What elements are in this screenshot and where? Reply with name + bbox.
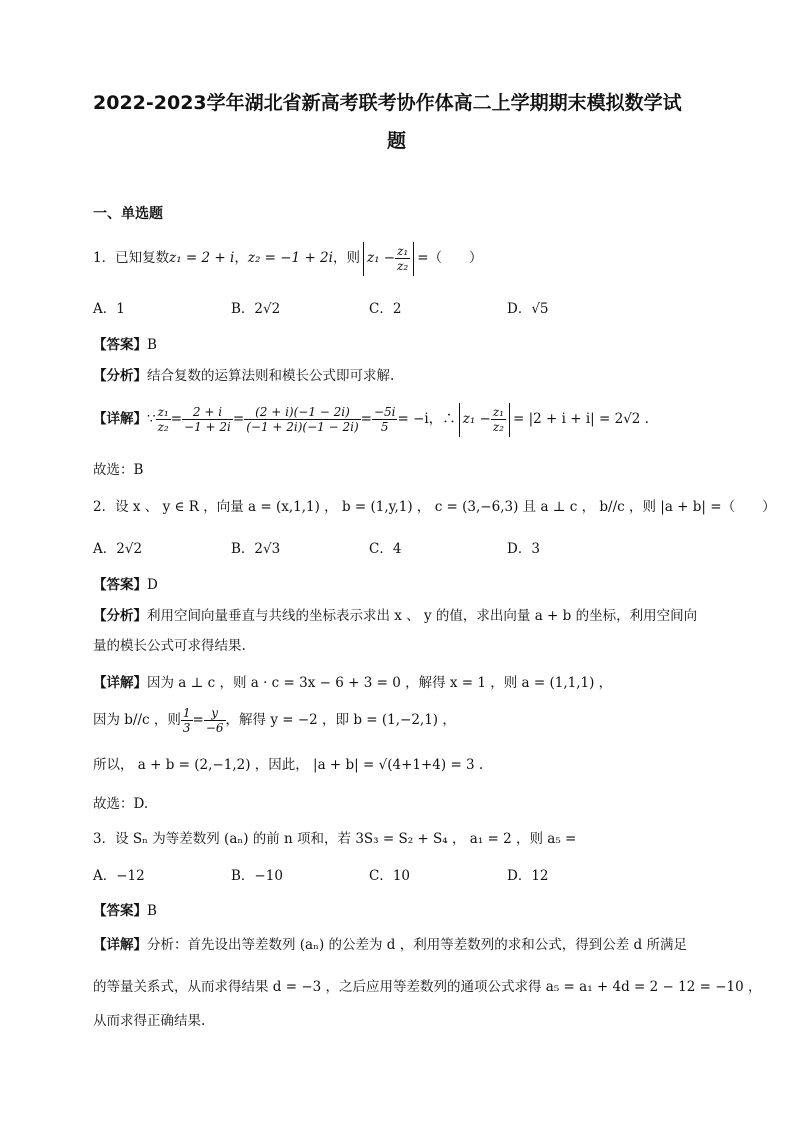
q1-option-a[interactable]: A．1 [93,301,125,317]
abs-bar-left [363,242,364,276]
q2-answer-value: D [147,577,158,593]
q2-analysis [93,604,697,624]
q3-option-c[interactable]: C．10 [369,868,411,884]
q2-stem: 2．设 x 、 y ∈ R ，向量 a = (x,1,1) ， b = (1,y,1) ， c = (3,−6,3) 且 a ⊥ c ， b//c ，则 |a + b| =（ ） [93,499,776,515]
q1-option-d[interactable]: D．√5 [507,301,549,317]
eq-2: = [232,411,245,427]
answer-label: 【答案】 [93,337,147,353]
q2-option-a[interactable]: A．2√2 [93,541,143,557]
q3-stem: 3．设 Sₙ 为等差数列 (aₙ) 的前 n 项和，若 3S₃ = S₂ + S₄ ， a₁ = 2 ，则 a₅ = [93,831,577,847]
frac-3 [244,405,360,434]
q1-detail-tail: = −i，∴ [397,411,456,427]
q1-option-c[interactable]: C．2 [369,301,402,317]
q1-fraction [395,244,410,273]
q1-sep: ， [234,250,248,266]
frac-2-num: 2 + i [182,405,233,420]
q2-answer [93,573,158,593]
q2-analysis-text: 利用空间向量垂直与共线的坐标表示求出 x 、 y 的值，求出向量 a + b 的坐标，利用空间向 [147,608,698,624]
q1-z1-inner: z₁ − [366,250,396,266]
q1-frac-den: z₂ [397,259,409,273]
frac-3-den: (−1 + 2i)(−1 − 2i) [246,420,359,434]
q1-stem-text-b: ，则 [332,250,360,266]
q2-frac-2-num: y [204,706,226,721]
q2-detail-2 [93,702,456,738]
q3-detail-1-text: 分析：首先设出等差数列 (aₙ) 的公差为 d ，利用等差数列的求和公式，得到公差 d 所满足 [147,937,687,953]
frac-5-den: z₂ [492,420,504,434]
q2-conclusion: 故选：D. [93,796,149,812]
detail-label: 【详解】 [93,675,147,691]
frac-2-den: −1 + 2i [184,420,231,434]
q2-frac-2-den: −6 [205,721,224,735]
q3-detail-2: 的等量关系式，从而求得结果 d = −3 ，之后应用等差数列的通项公式求得 a₅ = a₁ + 4d = 2 − 12 = −10 ， [93,979,762,995]
abs-bar-right [413,242,414,276]
frac-1-den: z₂ [157,420,169,434]
q2-eq: = [192,712,204,728]
q1-stem [93,240,483,276]
answer-label: 【答案】 [93,577,147,593]
frac-2 [182,405,233,434]
page-title-cont: 题 [387,130,407,152]
abs-bar-left-2 [459,403,460,437]
detail-label: 【详解】 [93,937,147,953]
q3-option-a[interactable]: A．−12 [93,868,145,884]
q3-answer [93,899,157,919]
eq-1: = [170,411,183,427]
q1-frac-num: z₁ [397,244,409,258]
q1-analysis-text: 结合复数的运算法则和模长公式即可求解. [147,368,395,384]
frac-1 [156,405,171,434]
q1-option-b[interactable]: B．2√2 [231,301,281,317]
q1-z2: z₂ = −1 + 2i [247,250,333,266]
answer-label: 【答案】 [93,903,147,919]
abs-bar-right-2 [509,403,510,437]
q1-answer-value: B [147,337,157,353]
analysis-label: 【分析】 [93,368,147,384]
frac-3-num: (2 + i)(−1 − 2i) [244,405,360,420]
q2-option-b[interactable]: B．2√3 [231,541,281,557]
eq-3: = [360,411,372,427]
q3-answer-value: B [147,903,157,919]
q1-analysis [93,364,394,384]
q1-detail-end: = |2 + i + i| = 2√2 . [513,411,649,427]
q2-analysis-cont: 量的模长公式可求得结果. [93,638,246,654]
q3-detail-1 [93,933,687,953]
q2-detail-2b: ，解得 y = −2 ，即 b = (1,−2,1) ， [225,712,456,728]
q1-answer [93,333,157,353]
q1-stem-text: 1．已知复数 [93,250,170,266]
q1-conclusion: 故选：B [93,462,144,478]
q2-detail-1 [93,671,612,691]
q2-detail-3: 所以， a + b = (2,−1,2) ，因此， |a + b| = √(4+1+4) = 3 . [93,757,484,773]
frac-4 [372,405,398,434]
q2-frac-2 [204,706,226,735]
frac-5-num: z₁ [492,405,504,419]
q2-frac-1-den: 3 [182,721,191,735]
q3-option-d[interactable]: D．12 [507,868,549,884]
q1-detail: 【详解】∵ $\frac{\text{z₁}}{\text{z₂}}$ = $\frac{2 + i}{-1 + 2i}$ = $\frac{(2 + i)(-1 - 2i)}{(-1 + 2i)(-1 - 2i)}$ = $\frac{-5i}{5}$ = −i，∴ z₁ − $\frac{\text{z₁}}{\text{z₂}}$ = |2 + i + i| = 2√2 . [93,400,649,438]
q2-option-c[interactable]: C．4 [369,541,402,557]
page-title: 2022-2023学年湖北省新高考联考协作体高二上学期期末模拟数学试 [93,92,682,114]
frac-4-num: −5i [373,405,396,419]
q1-z1: z₁ = 2 + i [169,250,235,266]
q3-detail-3: 从而求得正确结果. [93,1013,206,1029]
frac-4-den: 5 [380,420,389,434]
q2-frac-1-num: 1 [182,706,191,720]
frac-1-num: z₁ [157,405,169,419]
section-heading: 一、单选题 [93,206,163,222]
q1-stem-end: =（ ） [417,250,483,266]
q2-detail-2a: 因为 b//c ，则 [93,712,181,728]
q1-detail-z1: z₁ − [462,411,491,427]
q2-option-d[interactable]: D．3 [507,541,540,557]
q2-detail-1-text: 因为 a ⊥ c ，则 a · c = 3x − 6 + 3 = 0 ，解得 x = 1 ，则 a = (1,1,1) ， [147,675,613,691]
q2-frac-1 [181,706,193,735]
analysis-label: 【分析】 [93,608,147,624]
q3-option-b[interactable]: B．−10 [231,868,283,884]
detail-label: 【详解】 [93,411,147,427]
frac-5 [491,405,506,434]
